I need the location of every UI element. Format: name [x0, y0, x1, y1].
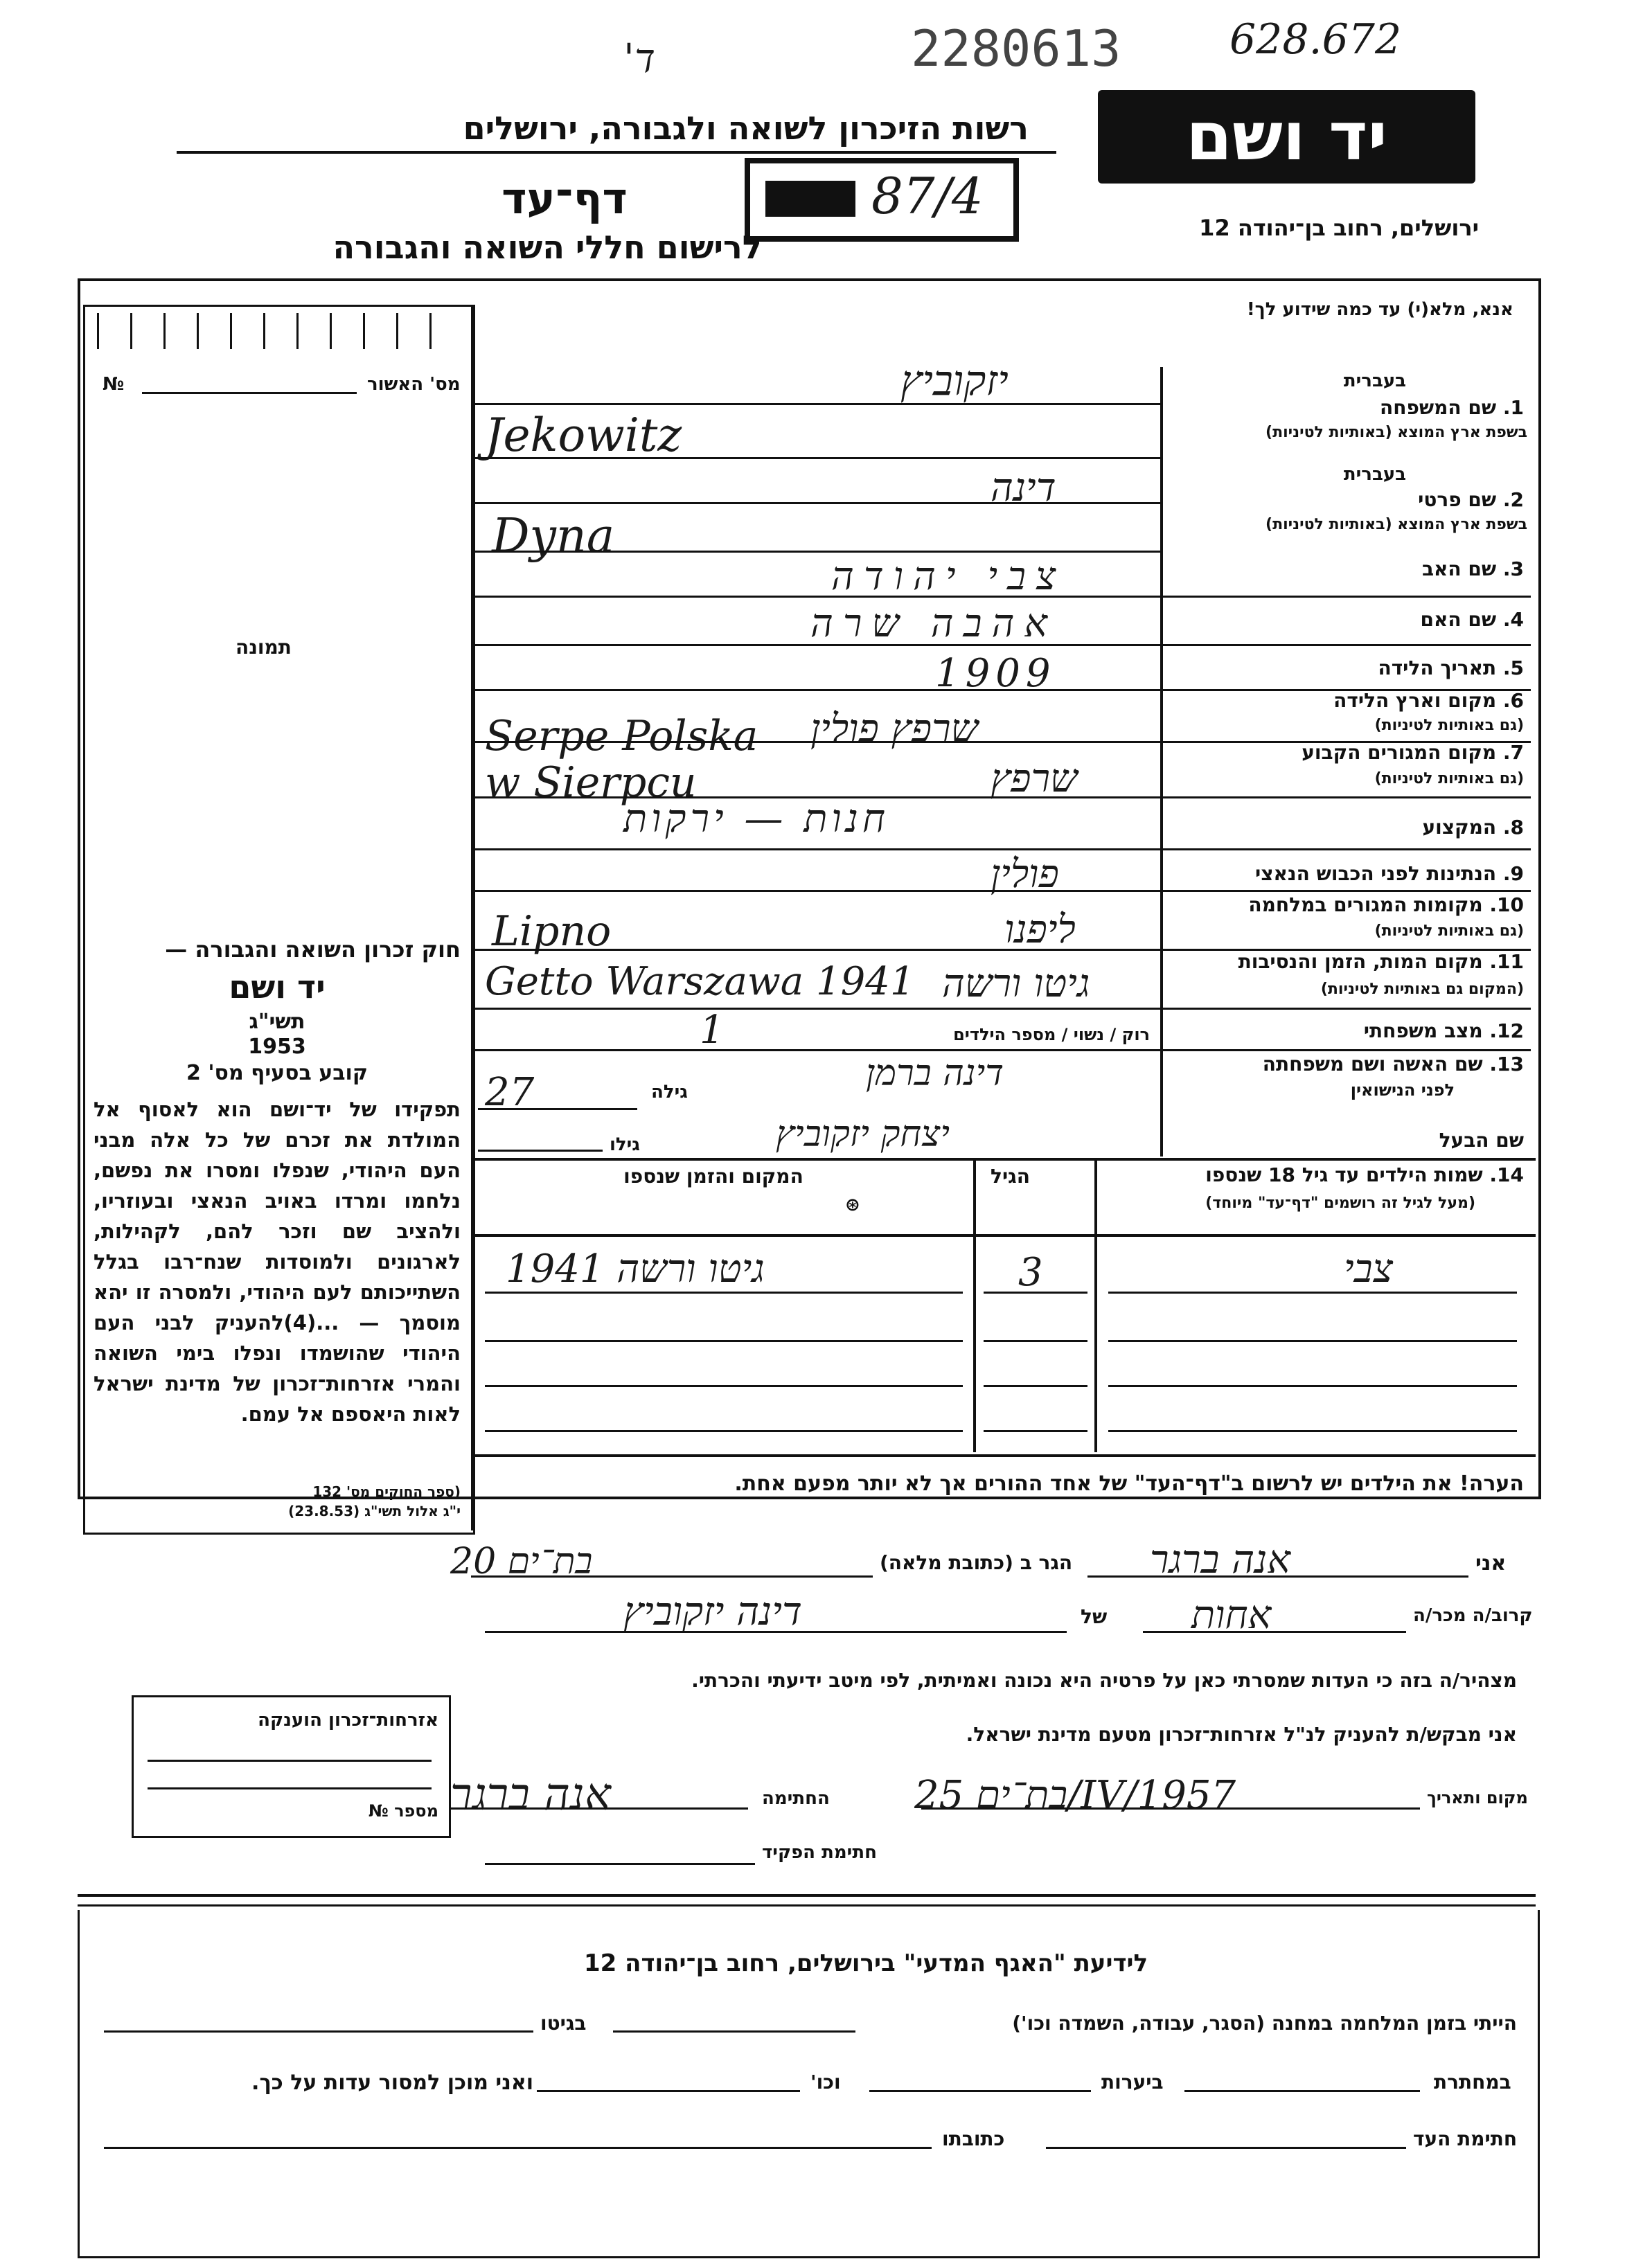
place-date-line	[921, 1807, 1420, 1810]
field-8-value: חנות — ירקות	[623, 796, 890, 841]
children-row-line-2b	[984, 1340, 1087, 1342]
field-9-value: פולין	[991, 852, 1059, 897]
field-5-value: 1909	[935, 651, 1056, 696]
footer-line1-b: בגיטו	[540, 2012, 587, 2035]
field-3-name: שם האב	[1421, 557, 1497, 580]
field-7-value-lat: w Sierpcu	[485, 758, 697, 807]
field-8-name: המקצוע	[1422, 816, 1497, 839]
field-10-num: 10.	[1489, 893, 1524, 916]
declarant-relation-line	[1143, 1631, 1406, 1633]
footer-line1-blank-a	[613, 2030, 855, 2033]
note-top	[471, 1454, 1536, 1457]
field-2-label	[1178, 488, 1524, 511]
declarant-address-value: בת־ים 20	[450, 1541, 593, 1582]
footer-line2-blank-c	[537, 2090, 800, 2092]
citizenship-box-title: אזרחות־זכרון הוענקה	[258, 1710, 438, 1731]
law-ref: (ספר החוקים מס' 132	[312, 1483, 461, 1500]
field-10-name: מקומות המגורים במלחמה	[1248, 893, 1483, 916]
children-row-line-4c	[1108, 1430, 1517, 1432]
field-9-line	[471, 890, 1531, 892]
children-row-1-age: 3	[1018, 1250, 1043, 1295]
clerk-line	[485, 1863, 755, 1865]
children-col-div-1	[973, 1158, 976, 1452]
approval-label: מס' האשור	[367, 374, 461, 395]
children-header-names-sub: (מעל לגיל זה רושמים "דף־עד" מיוחד)	[1205, 1195, 1475, 1212]
signature-line	[450, 1807, 748, 1810]
children-header-place-mark: ⊛	[845, 1195, 860, 1215]
declarant-relation-label: קרוב/ה מכר/ה	[1413, 1605, 1533, 1626]
children-row-line-1b	[984, 1292, 1087, 1294]
field-2-line-a	[471, 502, 1160, 504]
field-13-age-label: גילה	[651, 1082, 688, 1102]
field-13-sub: לפני הנישואין	[1350, 1080, 1455, 1100]
approval-line	[142, 392, 357, 394]
value-column-left	[471, 367, 474, 1157]
declarant-of-value: דינה יזקוביץ	[623, 1589, 802, 1634]
form-title: דף־עד	[501, 173, 628, 224]
children-header-place: המקום והזמן שנספו	[623, 1165, 803, 1188]
field-10-label	[1178, 893, 1524, 916]
field-12-status-label: רוק / נשוי / מספר הילדים	[953, 1025, 1150, 1044]
law-ref2: י"ג אלול תשי"ג (23.8.53)	[288, 1503, 461, 1519]
husband-value: יצחק יזקוביץ	[776, 1114, 950, 1155]
field-9-num: 9.	[1502, 862, 1524, 885]
footer-line2-d: ואני מוכן למסור עדות על כך.	[251, 2071, 533, 2095]
children-row-line-2	[485, 1340, 963, 1342]
place-date-value: בת־ים 25/IV/1957	[914, 1773, 1236, 1818]
top-handwritten-mark: ד'	[623, 35, 655, 82]
field-6-num: 6.	[1502, 689, 1524, 712]
field-2-value-heb: דינה	[991, 465, 1056, 510]
field-11-value-heb: גיטו ורשה	[942, 961, 1090, 1006]
field-6-value-lat: Serpe Polska	[485, 712, 758, 760]
footer-line2-blank-a	[1184, 2090, 1420, 2092]
field-13-num: 13.	[1489, 1053, 1524, 1075]
field-10-value-lat: Lipno	[492, 907, 612, 956]
footer-title: לידיעת "האגף המדעי" בירושלים, רחוב בן־יהודה 12	[583, 1949, 1148, 1977]
footer-line3-blank-b	[104, 2147, 932, 2149]
children-row-line-3	[485, 1385, 963, 1387]
field-6-sub: (גם באותיות לטיניות)	[1374, 717, 1524, 734]
field-1-value-lat: Jekowitz	[485, 409, 682, 462]
declarant-address-label: הגר ב (כתובת מלאה)	[880, 1551, 1073, 1574]
declarant-ani-line	[1087, 1575, 1468, 1578]
law-year-heb: תשי"ג	[249, 1010, 305, 1034]
field-2-num: 2.	[1502, 488, 1524, 511]
children-header-names-text: שמות הילדים עד גיל 18 שנספו	[1205, 1163, 1483, 1186]
husband-label: שם הבעל	[1439, 1129, 1524, 1152]
field-8-line	[471, 848, 1531, 850]
field-1-num: 1.	[1502, 396, 1524, 419]
children-header-age: הגיל	[991, 1165, 1030, 1188]
field-12-name: מצב משפחתי	[1363, 1019, 1483, 1042]
field-13-age-line	[478, 1108, 637, 1110]
children-row-1-name: צבי	[1344, 1247, 1394, 1292]
logo-text: יד ושם	[1186, 98, 1387, 175]
field-11-line	[471, 1008, 1531, 1010]
law-name: יד ושם	[229, 968, 326, 1006]
header-rule	[177, 151, 1056, 154]
field-1-line-b	[471, 457, 1160, 459]
field-10-sub: (גם באותיות לטיניות)	[1374, 922, 1524, 940]
footer-line2-c: וכו'	[810, 2071, 841, 2093]
field-13-age-value: 27	[485, 1070, 535, 1115]
signature-label: החתימה	[762, 1788, 830, 1809]
field-5-name: תאריך הלידה	[1378, 657, 1497, 679]
footer-line3-b: כתובתו	[942, 2127, 1005, 2150]
stamp-block	[765, 181, 855, 217]
field-6-label	[1178, 689, 1524, 712]
footer-line3-blank-a	[1046, 2147, 1406, 2149]
field-11-label	[1178, 950, 1524, 973]
intro-text: אנא, מלא(י) עד כמה שידוע לך!	[1246, 299, 1513, 320]
field-3-value: צבי יהודה	[831, 554, 1066, 599]
field-2-sub: בשפת ארץ המוצא (באותיות לטיניות)	[1265, 516, 1527, 533]
declarant-address-line	[471, 1575, 873, 1578]
field-7-num: 7.	[1502, 741, 1524, 764]
footer-rule-top	[78, 1894, 1536, 1897]
field-7-value-heb: שרפץ	[991, 756, 1078, 801]
field-5-label	[1178, 657, 1524, 679]
field-5-num: 5.	[1502, 657, 1524, 679]
field-2-hebrew-label: בעברית	[1343, 464, 1406, 485]
field-6-value-heb: שרפץ פולין	[810, 706, 979, 751]
children-table-top	[471, 1158, 1536, 1161]
clerk-label: חתימת הפקיד	[762, 1842, 877, 1863]
signature-value: אנה ברגר	[450, 1769, 611, 1821]
field-11-num: 11.	[1489, 950, 1524, 973]
declarant-ani-value: אנה ברגר	[1150, 1537, 1290, 1582]
field-1-hebrew-label: בעברית	[1343, 370, 1406, 391]
children-header-names	[1101, 1163, 1524, 1186]
declarant-of-line	[485, 1631, 1067, 1633]
field-4-num: 4.	[1502, 608, 1524, 631]
footer-rule-top-2	[78, 1904, 1536, 1907]
photo-frame-top-ticks	[97, 313, 457, 349]
field-8-num: 8.	[1502, 816, 1524, 839]
children-row-line-4	[485, 1430, 963, 1432]
field-1-sub: בשפת ארץ המוצא (באותיות לטיניות)	[1265, 424, 1527, 441]
field-2-name: שם פרטי	[1418, 488, 1497, 511]
declarant-request: אני מבקש/ת להעניק לנ"ל אזרחות־זכרון מטעם מדינת ישראל.	[966, 1723, 1517, 1746]
field-2-value-lat: Dyna	[492, 509, 615, 564]
field-13-value: דינה ברמן	[866, 1053, 1004, 1094]
citizenship-box	[132, 1695, 451, 1838]
logo	[1098, 90, 1475, 184]
declarant-ani-label: אני	[1475, 1551, 1507, 1575]
field-12-value: 1	[700, 1008, 725, 1053]
field-1-line-a	[471, 403, 1160, 405]
field-7-label	[1178, 741, 1524, 764]
citizenship-box-line-1	[148, 1760, 432, 1762]
field-9-label	[1178, 862, 1524, 885]
footer-line2-b: ביערות	[1101, 2071, 1164, 2093]
field-11-sub: (המקום גם באותיות לטיניות)	[1320, 981, 1524, 998]
children-row-line-4b	[984, 1430, 1087, 1432]
field-9-name: הנתינות לפני הכבוש הנאצי	[1255, 862, 1497, 885]
footer-line1-a: הייתי בזמן המלחמה במחנה (הסגר, עבודה, השמדה וכו')	[1012, 2012, 1517, 2035]
field-1-name: שם המשפחה	[1380, 396, 1497, 419]
field-7-sub: (גם באותיות לטיניות)	[1374, 770, 1524, 787]
approval-no-label: №	[103, 374, 125, 395]
field-13-name: שם האשה ושם משפחתה	[1262, 1053, 1483, 1075]
children-row-1-place: גיטו ורשה 1941	[506, 1247, 765, 1292]
citizenship-box-line-2	[148, 1787, 432, 1789]
place-date-label: מקום ותאריך	[1427, 1788, 1528, 1807]
children-col-div-2	[1094, 1158, 1097, 1452]
field-4-label	[1178, 608, 1524, 631]
field-4-name: שם האם	[1420, 608, 1497, 631]
field-11-name: מקום המות, הזמן והנסיבות	[1238, 950, 1483, 973]
footer-line2-blank-b	[869, 2090, 1091, 2092]
children-row-line-3c	[1108, 1385, 1517, 1387]
field-2-line-b	[471, 551, 1160, 553]
field-12-line	[471, 1049, 1531, 1051]
law-title: חוק זכרון השואה והגבורה —	[165, 936, 461, 963]
field-3-label	[1178, 557, 1524, 580]
law-year: 1953	[248, 1035, 306, 1059]
institution-line: רשות הזיכרון לשואה ולגבורה, ירושלים	[463, 109, 1029, 147]
corner-note: 628.672	[1229, 15, 1402, 64]
field-4-line	[471, 644, 1531, 646]
field-13-label	[1178, 1053, 1524, 1075]
field-3-line	[471, 596, 1531, 598]
field-12-num: 12.	[1489, 1019, 1524, 1042]
photo-label: תמונה	[236, 636, 292, 659]
footer-line3-a: חתימת העד	[1413, 2127, 1518, 2150]
children-row-line-1	[485, 1292, 963, 1294]
field-12-label	[1178, 1019, 1524, 1042]
children-row-line-3b	[984, 1385, 1087, 1387]
address: ירושלים, רחוב בן־יהודה 12	[1199, 215, 1479, 241]
children-num: 14.	[1489, 1163, 1524, 1186]
children-row-line-2c	[1108, 1340, 1517, 1342]
field-11-value-lat: Getto Warszawa 1941	[485, 959, 915, 1004]
field-7-name: מקום המגורים הקבוע	[1302, 741, 1497, 764]
declarant-relation-value: אחות	[1191, 1593, 1272, 1638]
stamp-text: 87/4	[871, 167, 984, 225]
declarant-of-label: של	[1081, 1605, 1108, 1628]
field-3-num: 3.	[1502, 557, 1524, 580]
declarant-declaration: מצהיר/ה בזה כי העדות שמסרתי כאן על פרטיה היא נכונה ואמיתית, לפי מיטב ידיעתי והכרתי.	[691, 1669, 1517, 1692]
field-4-value: אהבה שרה	[810, 601, 1057, 646]
husband-age-label: גילו	[610, 1134, 640, 1155]
footer-line1-blank-b	[104, 2030, 533, 2033]
field-10-value-heb: ליפנו	[1004, 907, 1076, 952]
husband-age-line	[478, 1150, 603, 1152]
form-subtitle: לרישום חללי השואה והגבורה	[332, 229, 762, 266]
law-text: תפקידו של יד־ושם הוא לאסוף אל המולדת את זכרם של כל אלה מבני העם היהודי, שנפלו ומסרו את נפשם, נלחמו ומרדו באויב הנאצי ובעוזריו, ולהציב שם וזכר להם, לקהילות, לארגונים ולמוסדות שנח־רבו בגלל השתייכותם לעם היהודי, ולמסרה זו יהא מוסמך — ...(4)להעניק לבני העם היהודי שהושמדו ונפלו בימי השואה והמרי אזרחות־זכרון של מדינת ישראל לאות היאספם אל עמם.	[94, 1098, 461, 1426]
field-label-column-divider	[1160, 367, 1163, 1157]
note: הערה! את הילדים יש לרשום ב"דף־העד" של אחד ההורים אך לא יותר מפעם אחת.	[734, 1472, 1524, 1496]
children-row-line-1c	[1108, 1292, 1517, 1294]
archive-number: 2280613	[911, 19, 1121, 78]
field-1-label	[1178, 396, 1524, 419]
citizenship-box-no: מספר №	[368, 1801, 438, 1821]
field-8-label	[1178, 816, 1524, 839]
field-6-name: מקום וארץ הלידה	[1333, 689, 1497, 712]
children-header-bottom	[471, 1234, 1536, 1237]
field-1-value-heb: יזקוביץ	[900, 357, 1009, 405]
law-clause: קובע בסעיף מס' 2	[186, 1061, 368, 1085]
footer-line2-a: במחתרת	[1434, 2071, 1511, 2093]
